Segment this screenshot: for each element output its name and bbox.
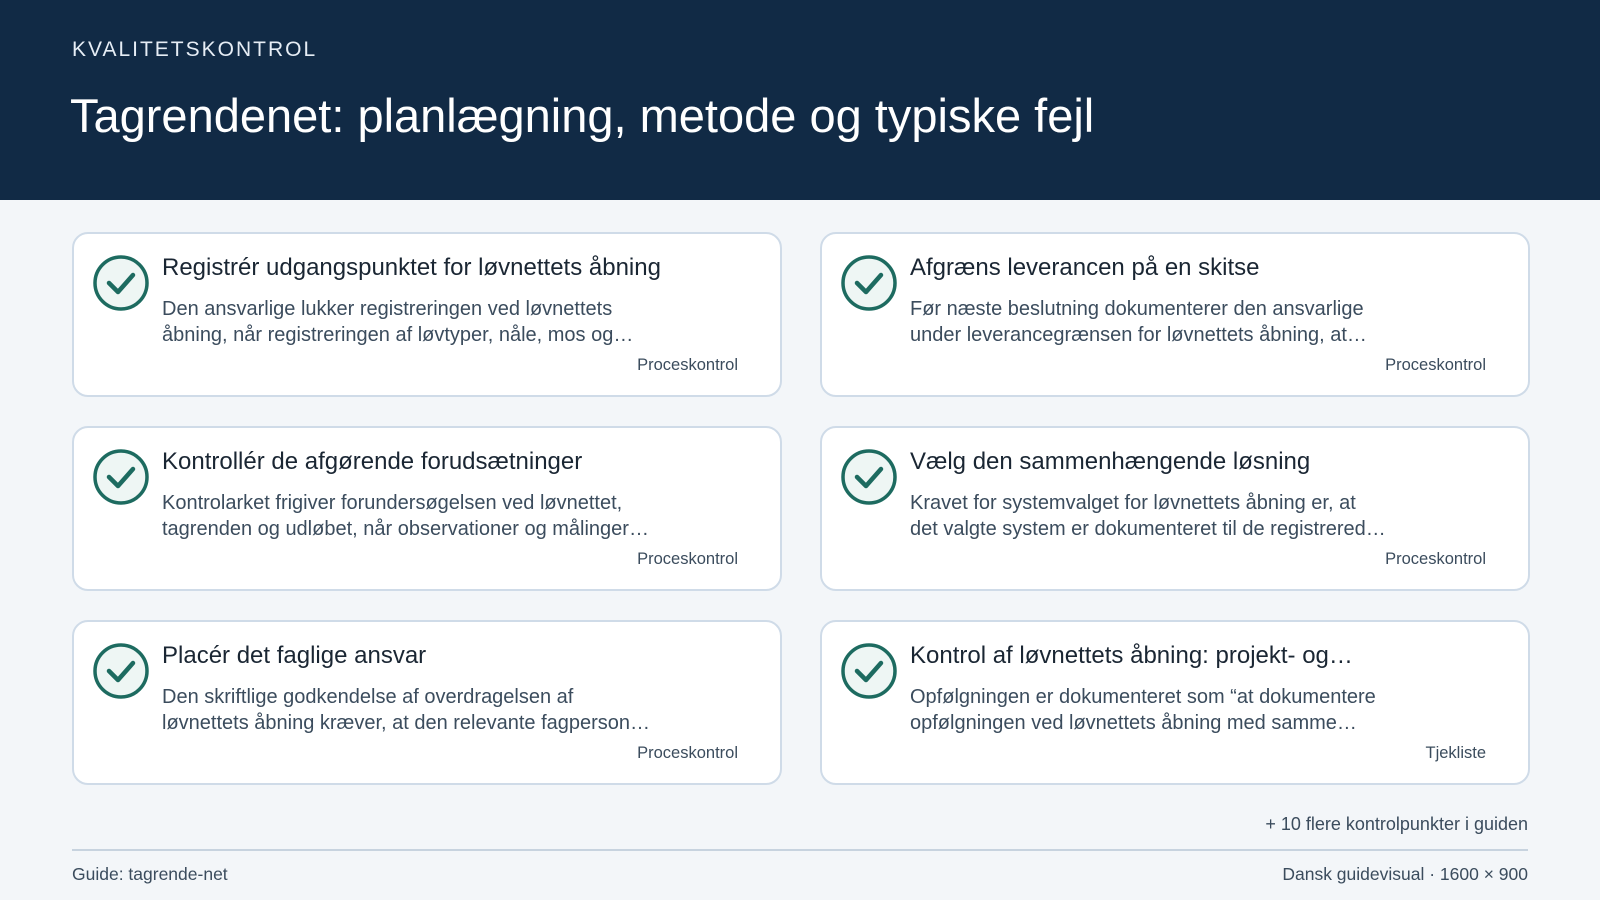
check-circle-icon [840, 254, 898, 312]
description-line: tagrenden og udløbet, når observationer og målinger… [162, 518, 649, 540]
checkpoint-title: Afgræns leverancen på en skitse [910, 254, 1260, 281]
description-line: Opfølgningen er dokumenteret som “at dokumentere [910, 686, 1376, 708]
footer-divider [72, 849, 1528, 851]
check-circle-icon [92, 254, 150, 312]
checkpoint-title: Placér det faglige ansvar [162, 642, 427, 669]
description-line: løvnettets åbning kræver, at den relevante fagperson… [162, 712, 651, 734]
checkpoint-card[interactable] [820, 426, 1530, 591]
footer-meta-label: Dansk guidevisual · 1600 × 900 [1282, 864, 1528, 884]
checkpoint-category-tag: Proceskontrol [637, 550, 738, 568]
checkpoint-description [910, 296, 1470, 348]
description-line: det valgte system er dokumenteret til de registrered… [910, 518, 1386, 540]
description-line: Den skriftlige godkendelse af overdragelsen af [162, 686, 574, 708]
checkpoint-card[interactable] [72, 232, 782, 397]
checkpoint-description [162, 490, 722, 542]
checkpoint-card[interactable] [72, 620, 782, 785]
check-circle-icon [840, 642, 898, 700]
checkpoint-category-tag: Tjekliste [1425, 744, 1486, 762]
checkpoint-card[interactable] [820, 232, 1530, 397]
page-title: Tagrendenet: planlægning, metode og typiske fejl [70, 89, 1095, 142]
description-line: Før næste beslutning dokumenterer den ansvarlige [910, 298, 1364, 320]
description-line: Den ansvarlige lukker registreringen ved løvnettets [162, 298, 613, 320]
checkpoint-description [910, 684, 1470, 736]
checkpoint-description [162, 296, 722, 348]
checkpoint-description [162, 684, 722, 736]
checkpoint-card[interactable] [72, 426, 782, 591]
checkpoint-description [910, 490, 1470, 542]
check-circle-icon [92, 642, 150, 700]
check-circle-icon [92, 448, 150, 506]
header-banner [0, 0, 1600, 200]
checkpoint-category-tag: Proceskontrol [1385, 550, 1486, 568]
more-checkpoints-link[interactable]: + 10 flere kontrolpunkter i guiden [1265, 814, 1528, 834]
description-line: åbning, når registreringen af løvtyper, nåle, mos og… [162, 324, 634, 346]
checkpoint-category-tag: Proceskontrol [637, 744, 738, 762]
checkpoint-title: Registrér udgangspunktet for løvnettets åbning [162, 254, 661, 281]
checkpoint-category-tag: Proceskontrol [1385, 356, 1486, 374]
section-eyebrow: KVALITETSKONTROL [72, 38, 318, 61]
checkpoint-category-tag: Proceskontrol [637, 356, 738, 374]
description-line: under leverancegrænsen for løvnettets åbning, at… [910, 324, 1367, 346]
description-line: Kontrolarket frigiver forundersøgelsen ved løvnettet, [162, 492, 623, 514]
footer-guide-label: Guide: tagrende-net [72, 864, 228, 884]
checkpoint-card[interactable] [820, 620, 1530, 785]
checkpoint-title: Kontrollér de afgørende forudsætninger [162, 448, 583, 475]
checkpoint-title: Kontrol af løvnettets åbning: projekt- og… [910, 642, 1353, 669]
checkpoint-title: Vælg den sammenhængende løsning [910, 448, 1311, 475]
description-line: opfølgningen ved løvnettets åbning med samme… [910, 712, 1357, 734]
description-line: Kravet for systemvalget for løvnettets åbning er, at [910, 492, 1356, 514]
check-circle-icon [840, 448, 898, 506]
